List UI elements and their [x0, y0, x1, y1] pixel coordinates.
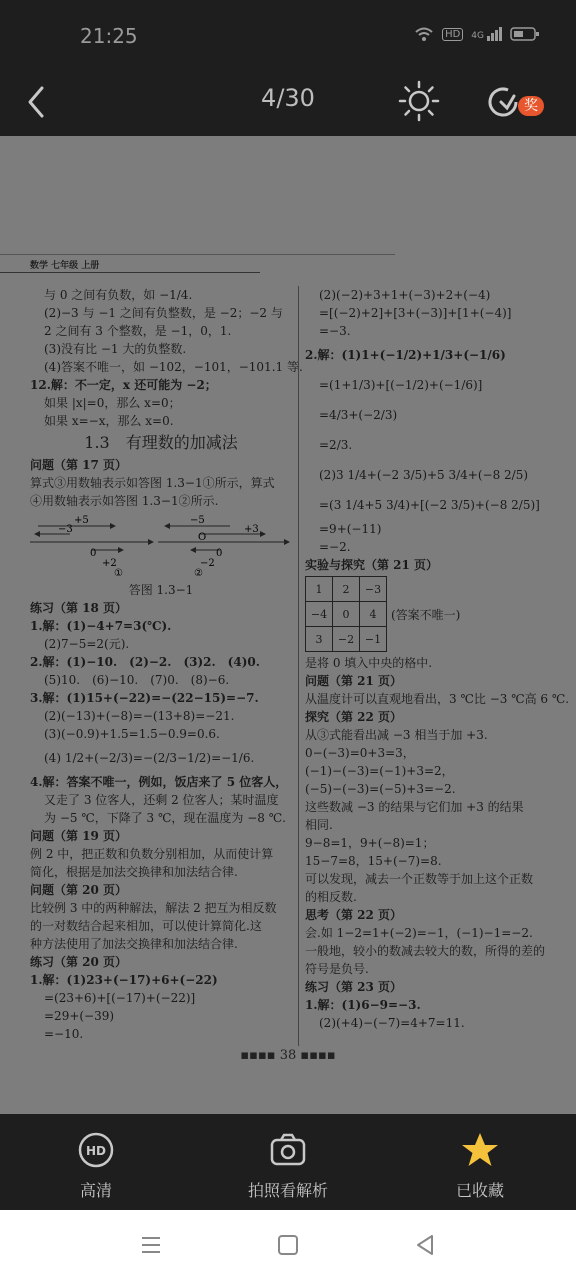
text-line: 9−8=1，9+(−8)=1；: [305, 836, 435, 850]
page-number: ▪▪▪▪ 38 ▪▪▪▪: [240, 1048, 336, 1063]
text-line: 4.解：答案不唯一，例如，饭店来了 5 位客人，: [30, 775, 288, 789]
text-line: 练习（第 23 页）: [305, 980, 403, 994]
favorite-button[interactable]: [410, 1124, 550, 1201]
text-line: (2)3 1/4+(−2 3/5)+5 3/4+(−8 2/5): [319, 468, 529, 482]
figure-caption: 答图 1.3−1: [128, 583, 194, 597]
text-line: 探究（第 22 页）: [305, 710, 403, 724]
text-line: 为 −5 ℃，下降了 3 ℃，现在温度为 −8 ℃.: [44, 811, 286, 825]
numline-label: 0: [216, 548, 223, 559]
text-line: 练习（第 18 页）: [30, 601, 128, 615]
text-line: 的一对数结合起来相加，可以使计算简化.这: [30, 919, 262, 933]
page-header-text: 数学 七年级 上册: [30, 261, 100, 271]
text-line: 相同.: [305, 818, 333, 832]
text-line: 比较例 3 中的两种解法，解法 2 把互为相反数: [30, 901, 277, 915]
document-content: [0, 136, 576, 1114]
text-line: 这些数减 −3 的结果与它们加 +3 的结果: [305, 800, 524, 814]
favorite-label: 已收藏: [455, 1181, 504, 1200]
photo-analysis-button[interactable]: [218, 1124, 358, 1201]
text-line: =(1+1/3)+[(−1/2)+(−1/6)]: [319, 378, 483, 392]
hd-icon: [76, 1130, 116, 1170]
text-line: ④用数轴表示如答图 1.3−1②所示.: [30, 494, 219, 508]
text-line: 符号是负号.: [305, 962, 369, 976]
table-cell: −3: [360, 577, 387, 602]
text-line: =−2.: [319, 540, 351, 554]
text-line: (−1)−(−3)=(−1)+3=2，: [305, 764, 454, 778]
section-title: 1.3 有理数的加减法: [84, 433, 238, 452]
numline-label: −2: [200, 558, 215, 569]
right-column: [305, 286, 570, 1032]
text-line: (2)−3 与 −1 之间有负整数，是 −2；−2 与: [44, 306, 283, 320]
text-line: (2)(+4)−(−7)=4+7=11.: [319, 1016, 465, 1030]
page-number-text: 38: [279, 1048, 297, 1063]
table-cell: 3: [306, 627, 333, 652]
text-line: =(3 1/4+5 3/4)+[(−2 3/5)+(−8 2/5)]: [319, 498, 540, 512]
text-line: 又走了 3 位客人，还剩 2 位客人；某时温度: [44, 793, 279, 807]
system-nav-bar: [0, 1210, 576, 1280]
hd-status-icon: HD: [442, 28, 463, 41]
text-line: 2.解：(1)−10. (2)−2. (3)2. (4)0.: [30, 655, 260, 669]
page-indicator: 4/30: [261, 84, 315, 112]
text-line: (2)7−5=2(元).: [44, 637, 130, 651]
text-line: =−10.: [44, 1027, 84, 1041]
back-nav-icon[interactable]: [412, 1232, 438, 1258]
numline-label: 0: [90, 548, 97, 559]
text-line: (2)(−13)+(−8)=−(13+8)=−21.: [44, 709, 235, 723]
numline-label: +5: [74, 515, 89, 526]
text-line: 0−(−3)=0+3=3，: [305, 746, 415, 760]
wifi-icon: [414, 26, 434, 42]
text-line: =9+(−11): [319, 522, 382, 536]
reward-badge: 奖: [518, 96, 544, 116]
numline-label: ①: [114, 568, 123, 576]
status-bar: [0, 0, 576, 70]
magic-square-note: (答案不唯一): [391, 607, 461, 622]
text-line: 算式③用数轴表示如答图 1.3−1①所示，算式: [30, 476, 275, 490]
text-line: (4) 1/2+(−2/3)=−(2/3−1/2)=−1/6.: [44, 751, 255, 765]
brightness-icon[interactable]: [398, 80, 440, 122]
text-line: 问题（第 17 页）: [30, 458, 128, 472]
text-line: 简化，根据是加法交换律和加法结合律.: [30, 865, 238, 879]
text-line: 12.解：不一定，x 还可能为 −2；: [30, 378, 217, 392]
text-line: =4/3+(−2/3): [319, 408, 398, 422]
hd-button[interactable]: [26, 1124, 166, 1201]
battery-icon: [510, 26, 540, 42]
signal-label: 4G: [471, 31, 484, 41]
text-line: 思考（第 22 页）: [305, 908, 403, 922]
table-cell: 0: [333, 602, 360, 627]
numline-label: +3: [244, 524, 259, 535]
text-line: 1.解：(1)23+(−17)+6+(−22): [30, 973, 218, 987]
text-line: (−5)−(−3)=(−5)+3=−2.: [305, 782, 456, 796]
bottom-toolbar: [0, 1114, 576, 1210]
table-cell: 4: [360, 602, 387, 627]
numline-label: O: [198, 532, 207, 543]
text-line: 例 2 中，把正数和负数分别相加，从而使计算: [30, 847, 274, 861]
text-line: 2.解：(1)1+(−1/2)+1/3+(−1/6): [305, 348, 506, 362]
hd-label: 高清: [79, 1181, 112, 1200]
text-line: 问题（第 20 页）: [30, 883, 128, 897]
text-line: 3.解：(1)15+(−22)=−(22−15)=−7.: [30, 691, 259, 705]
text-line: (3)没有比 −1 大的负整数.: [44, 342, 187, 356]
document-page[interactable]: [0, 136, 576, 1114]
status-time: 21:25: [80, 24, 138, 48]
text-line: 从③式能看出减 −3 相当于加 +3.: [305, 728, 488, 742]
column-divider: [298, 286, 299, 1046]
text-line: 如果 x=−x，那么 x=0.: [44, 414, 174, 428]
text-line: 一般地，较小的数减去较大的数，所得的差的: [305, 944, 546, 958]
text-line: =(23+6)+[(−17)+(−22)]: [44, 991, 196, 1005]
number-line-figure: [30, 512, 292, 576]
text-line: 种方法使用了加法交换律和加法结合律.: [30, 937, 238, 951]
text-line: (4)答案不唯一，如 −102，−101，−101.1 等.: [44, 360, 303, 374]
numline-label: −5: [190, 515, 205, 526]
text-line: =−3.: [319, 324, 351, 338]
text-line: 1.解：(1)6−9=−3.: [305, 998, 421, 1012]
text-line: 可以发现，减去一个正数等于加上这个正数: [305, 872, 534, 886]
text-line: 1.解：(1)−4+7=3(℃).: [30, 619, 172, 633]
table-cell: 2: [333, 577, 360, 602]
star-icon: [460, 1130, 500, 1170]
text-line: =[(−2)+2]+[3+(−3)]+[1+(−4)]: [319, 306, 512, 320]
table-cell: −2: [333, 627, 360, 652]
header-rule-top: [0, 254, 395, 255]
status-icons: [414, 26, 540, 42]
photo-analysis-label: 拍照看解析: [247, 1181, 328, 1200]
text-line: 的相反数.: [305, 890, 357, 904]
text-line: 实验与探究（第 21 页）: [305, 558, 439, 572]
menu-icon[interactable]: [138, 1232, 164, 1258]
table-row: [306, 627, 387, 652]
reward-button[interactable]: [484, 78, 538, 124]
left-column: [30, 286, 303, 1043]
text-line: 如果 |x|=0，那么 x=0；: [44, 396, 181, 410]
numline-label: −3: [58, 524, 73, 535]
text-line: (5)10. (6)−10. (7)0. (8)−6.: [44, 673, 230, 687]
signal-icon: [471, 27, 502, 41]
text-line: 15−7=8，15+(−7)=8.: [305, 854, 442, 868]
text-line: 是将 0 填入中央的格中.: [305, 656, 433, 670]
header-rule: [0, 272, 260, 273]
table-cell: −4: [306, 602, 333, 627]
text-line: 练习（第 20 页）: [30, 955, 128, 969]
text-line: 问题（第 21 页）: [305, 674, 403, 688]
text-line: =2/3.: [319, 438, 353, 452]
text-line: 会.如 1−2=1+(−2)=−1，(−1)−1=−2.: [305, 926, 533, 940]
magic-square: [305, 576, 387, 652]
table-row: [306, 577, 387, 602]
text-line: 与 0 之间有负数，如 −1/4.: [44, 288, 193, 302]
text-line: 2 之间有 3 个整数，是 −1，0，1.: [44, 324, 232, 338]
top-bar: [0, 70, 576, 136]
text-line: (2)(−2)+3+1+(−3)+2+(−4): [319, 288, 491, 302]
table-row: [306, 602, 387, 627]
text-line: 问题（第 19 页）: [30, 829, 128, 843]
table-cell: −1: [360, 627, 387, 652]
page-header: [0, 256, 300, 272]
numline-label: +2: [102, 558, 117, 569]
camera-icon: [268, 1130, 308, 1170]
magic-square-block: [305, 574, 567, 654]
table-cell: 1: [306, 577, 333, 602]
svg-text:HD: HD: [85, 1144, 107, 1158]
text-line: 从温度计可以直观地看出，3 ℃比 −3 ℃高 6 ℃.: [305, 692, 570, 706]
text-line: =29+(−39): [44, 1009, 115, 1023]
numline-label: ②: [194, 568, 203, 576]
text-line: (3)(−0.9)+1.5=1.5−0.9=0.6.: [44, 727, 220, 741]
home-icon[interactable]: [275, 1232, 301, 1258]
